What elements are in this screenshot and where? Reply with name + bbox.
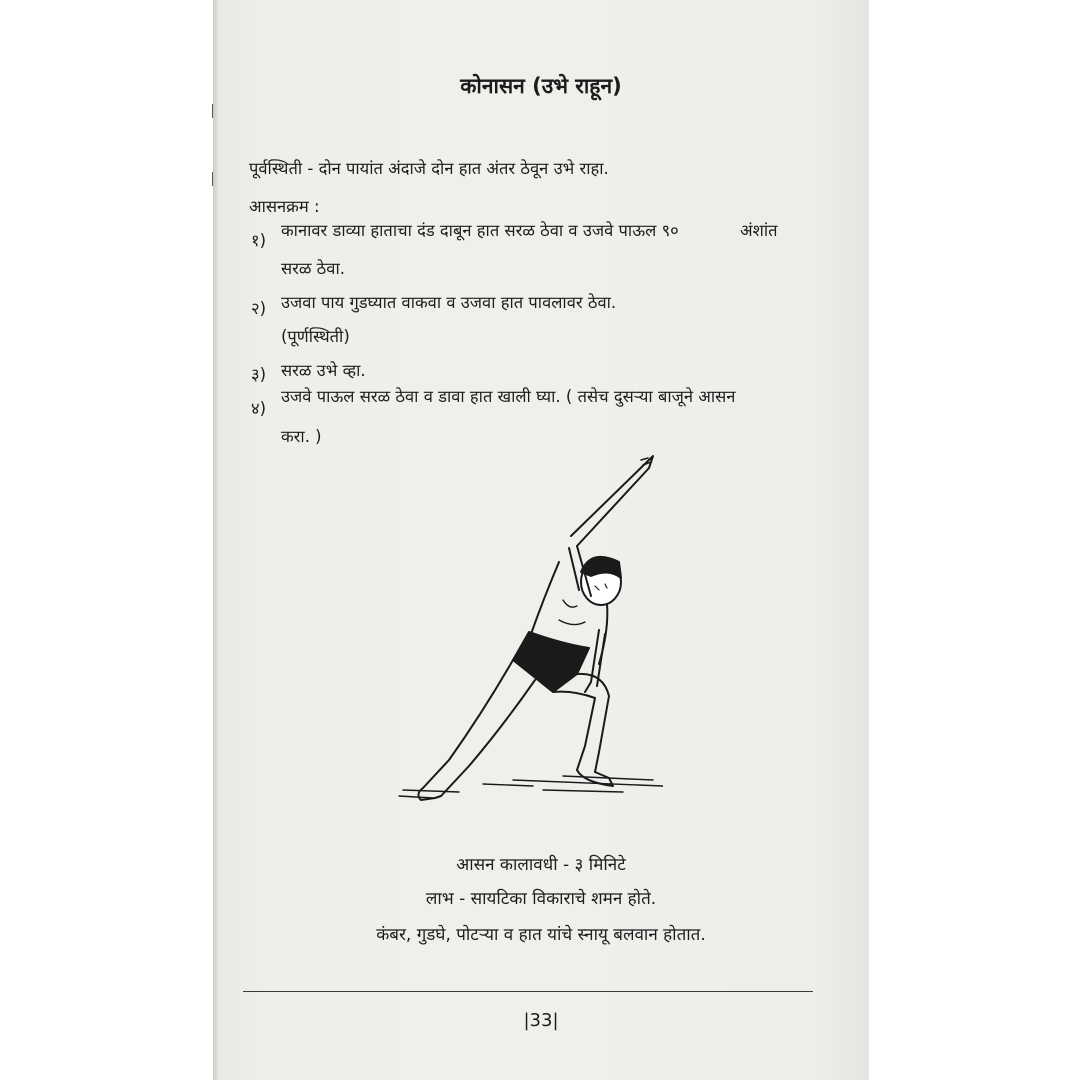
step-text: करा. ) bbox=[281, 427, 322, 446]
asana-illustration bbox=[363, 450, 663, 810]
page-gutter-shadow bbox=[213, 0, 219, 1080]
step-text: उजवे पाऊल सरळ ठेवा व डावा हात खाली घ्या. ( तसेच दुसऱ्या बाजूने आसन bbox=[281, 387, 736, 406]
sequence-heading: आसनक्रम : bbox=[249, 197, 320, 216]
step-text: सरळ उभे व्हा. bbox=[281, 361, 366, 380]
starting-position-text: पूर्वस्थिती - दोन पायांत अंदाजे दोन हात अंतर ठेवून उभे राहा. bbox=[249, 159, 609, 178]
step-number: २) bbox=[251, 299, 267, 318]
step-text: सरळ ठेवा. bbox=[281, 259, 345, 278]
step-number: ३) bbox=[251, 365, 267, 384]
page-number: |33| bbox=[523, 1010, 559, 1031]
step-text: (पूर्णस्थिती) bbox=[281, 327, 350, 346]
benefit-text: कंबर, गुडघे, पोटऱ्या व हात यांचे स्नायू बलवान होतात. bbox=[376, 925, 706, 945]
step-text: उजवा पाय गुडघ्यात वाकवा व उजवा हात पावलावर ठेवा. bbox=[281, 293, 617, 312]
footer-rule bbox=[243, 991, 813, 992]
step-number: १) bbox=[251, 231, 267, 250]
book-page bbox=[213, 0, 869, 1080]
duration-text: आसन कालावधी - ३ मिनिटे bbox=[456, 855, 626, 875]
step-text: अंशांत bbox=[740, 221, 778, 240]
step-number: ४) bbox=[251, 399, 267, 418]
page-title: कोनासन (उभे राहून) bbox=[460, 74, 622, 98]
benefit-text: लाभ - सायटिका विकाराचे शमन होते. bbox=[425, 889, 657, 909]
step-text: कानावर डाव्या हाताचा दंड दाबून हात सरळ ठेवा व उजवे पाऊल ९० bbox=[281, 221, 679, 240]
